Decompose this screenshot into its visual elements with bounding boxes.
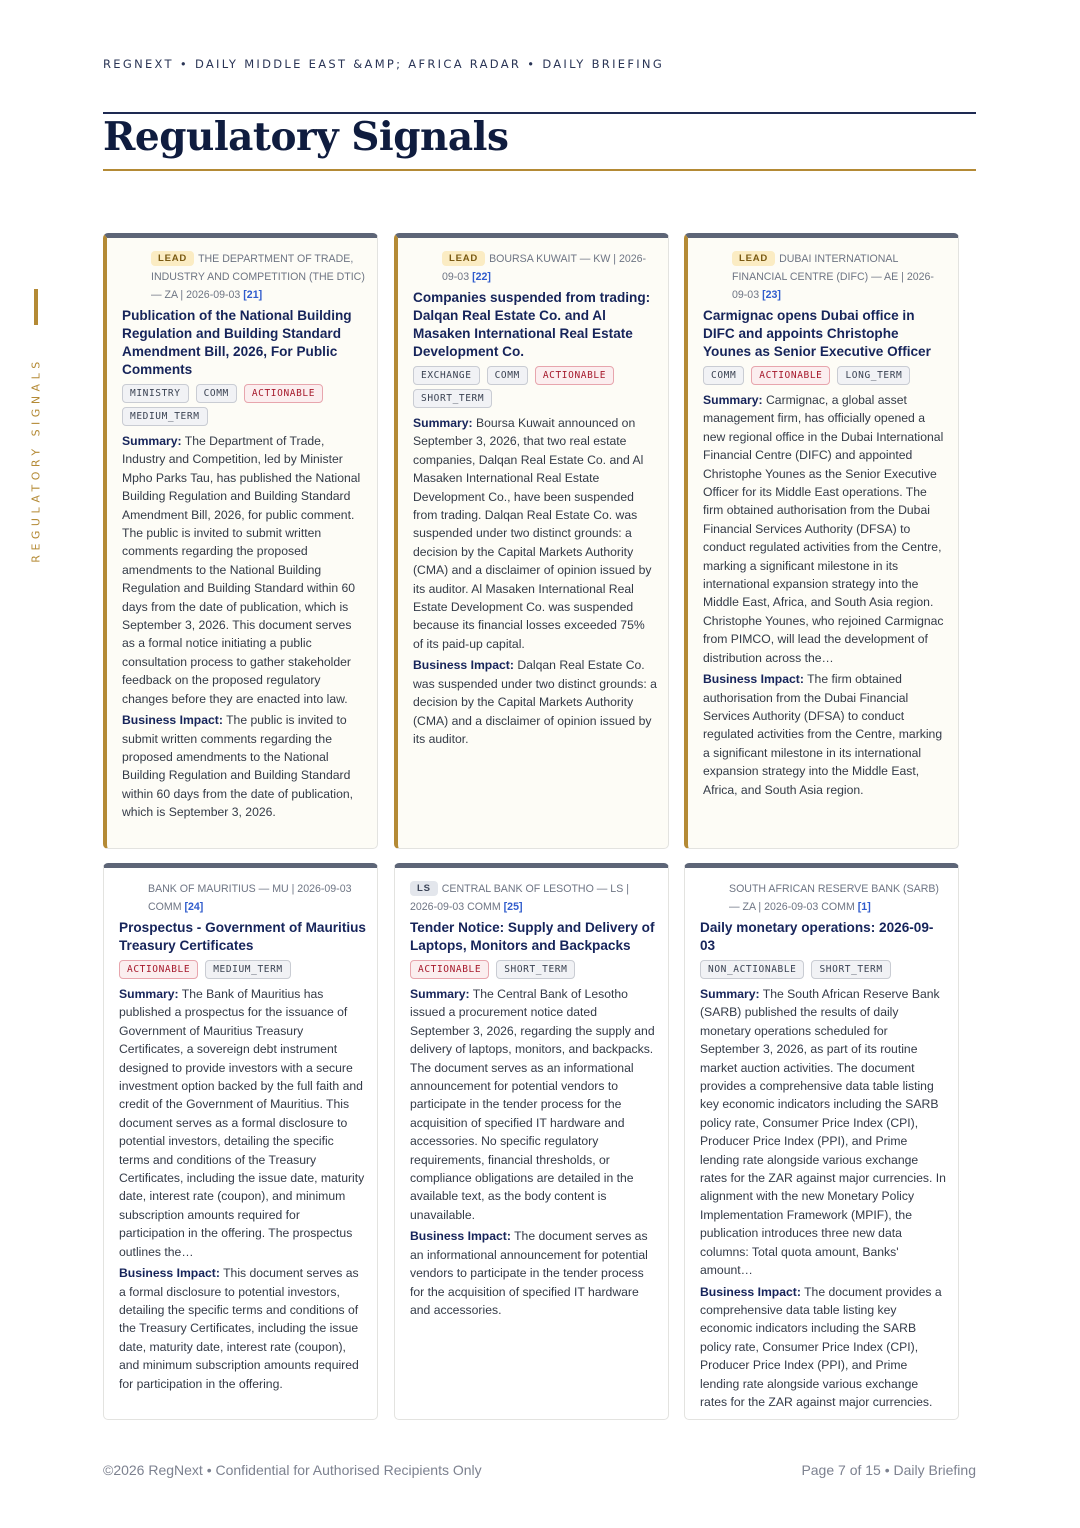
card-comm-label: COMM <box>821 901 855 913</box>
card-impact <box>410 1227 658 1319</box>
summary-text: The Bank of Mauritius has published a prospectus for the issuance of Government of Mauritius Treasury Certificates, a sovereign debt instrument designed to provide investors with a secure investment option backed by the full faith and credit of the Government of Mauritius. This document serves as a formal disclosure to potential investors, detailing the specific terms and conditions of the Treasury Certificates, including the issue date, maturity date, interest rate (coupon), and minimum subscription amounts required for participation in the offering. The prospectus outlines the… <box>119 987 365 1259</box>
tag-comm: COMM <box>703 366 744 385</box>
card-meta <box>700 880 948 916</box>
card-impact <box>119 1264 367 1393</box>
source-ref-link[interactable]: [25] <box>503 901 523 913</box>
summary-text: The Central Bank of Lesotho issued a procurement notice dated September 3, 2026, regarding the supply and delivery of laptops, monitors, and backpacks. The document serves as an informational announcement for potential vendors to participate in the tender process for the acquisition of specified IT hardware and accessories. No specific regulatory requirements, financial thresholds, or compliance obligations are detailed in the available text, as the body content is unavailable. <box>410 987 655 1222</box>
source-ref-link[interactable]: [22] <box>472 271 491 283</box>
summary-text: The South African Reserve Bank (SARB) published the results of daily monetary operations scheduled for September 3, 2026, as part of its routine market auction activities. The document provides a comprehensive data table listing key economic indicators including the SARB policy rate, Consumer Price Index (CPI), Producer Price Index (PPI), and Prime lending rate alongside various exchange rates for the ZAR against major currencies. In alignment with the new Monetary Policy Implementation Framework (MPIF), the publication introduces three new data columns: Total quota amount, Banks' amount… <box>700 987 946 1278</box>
side-accent-bar <box>34 289 38 325</box>
title-bottom-rule <box>103 169 976 171</box>
impact-text: The public is invited to submit written comments regarding the proposed amendments to the National Building Regulation and Building Standard within 60 days from the date of publication, which is September 3, 2026. <box>122 713 354 820</box>
tag-actionable: ACTIONABLE <box>535 366 614 385</box>
tag-term: MEDIUM_TERM <box>122 407 208 426</box>
tag-term: SHORT_TERM <box>811 960 890 979</box>
impact-text: This document serves as a formal disclosure to potential investors, detailing the specific terms and conditions of the Treasury Certificates, including the issue date, maturity date, interest rate (coupon), and minimum subscription amounts required for participation in the offering. <box>119 1266 359 1391</box>
card-summary <box>119 985 367 1261</box>
impact-text: The document serves as an informational announcement for potential vendors to participate in the tender process for the acquisition of specified IT hardware and accessories. <box>410 1229 648 1317</box>
card-comm-label: COMM <box>148 901 182 913</box>
source-ref-link[interactable]: [21] <box>243 289 263 301</box>
lead-badge: LEAD <box>732 251 775 266</box>
impact-text: The document provides a comprehensive data table listing key economic indicators including the SARB policy rate, Consumer Price Index (CPI), Producer Price Index (PPI), and Prime lending rate alongside various exchange rates for the ZAR against major currencies. <box>700 1284 942 1409</box>
summary-label: Summary: <box>413 416 473 430</box>
lead-badge: LEAD <box>442 251 485 266</box>
tag-term: SHORT_TERM <box>413 389 492 408</box>
tag-comm: COMM <box>196 384 237 403</box>
running-head <box>103 57 664 71</box>
card-source: THE DEPARTMENT OF TRADE, INDUSTRY AND COMPETITION (THE DTIC) — ZA | 2026-09-03 <box>151 253 365 301</box>
tag-list <box>413 366 658 408</box>
card-impact <box>700 1283 948 1412</box>
signal-card <box>103 863 378 1420</box>
side-section-label: REGULATORY SIGNALS <box>29 357 43 563</box>
card-source: SOUTH AFRICAN RESERVE BANK (SARB) — ZA | 2026-09-03 <box>729 883 939 913</box>
signal-card <box>684 863 959 1420</box>
tag-term: MEDIUM_TERM <box>205 960 291 979</box>
footer-page-number: Page 7 of 15 • Daily Briefing <box>801 1462 976 1478</box>
card-summary <box>700 985 948 1280</box>
tag-actionable: ACTIONABLE <box>410 960 489 979</box>
tag-actionable: ACTIONABLE <box>751 366 830 385</box>
tag-list <box>119 960 367 979</box>
card-summary <box>413 414 658 653</box>
tag-list <box>122 384 367 426</box>
tag-actionable: ACTIONABLE <box>244 384 323 403</box>
card-summary <box>410 985 658 1224</box>
running-head-type: DAILY BRIEFING <box>542 57 665 71</box>
summary-label: Summary: <box>119 987 179 1001</box>
running-head-brand: REGNEXT <box>103 57 174 71</box>
running-head-section: DAILY MIDDLE EAST &AMP; AFRICA RADAR <box>194 57 522 71</box>
summary-text: The Department of Trade, Industry and Competition, led by Minister Mpho Parks Tau, has published the National Building Regulation and Building Standard Amendment Bill, 2026, for public comment. The public is invited to submit written comments regarding the proposed amendments to the National Building Regulation and Building Standard within 60 days from the date of publication, which is September 3, 2026. This document serves as a formal notice initiating a public consultation process to gather stakeholder feedback on the proposed regulatory changes before they are enacted into law. <box>122 434 361 706</box>
card-title: Publication of the National Building Regulation and Building Standard Amendment Bill, 2026, For Public Comments <box>122 308 352 377</box>
card-source: BANK OF MAURITIUS — MU | 2026-09-03 <box>148 883 352 895</box>
summary-label: Summary: <box>410 987 470 1001</box>
card-summary <box>122 432 367 708</box>
card-title: Tender Notice: Supply and Delivery of Laptops, Monitors and Backpacks <box>410 920 655 953</box>
tag-list <box>700 960 948 979</box>
summary-label: Summary: <box>703 393 763 407</box>
card-title: Prospectus - Government of Mauritius Treasury Certificates <box>119 920 366 953</box>
source-ref-link[interactable]: [23] <box>762 289 781 301</box>
impact-label: Business Impact: <box>703 672 804 687</box>
card-impact <box>122 711 367 821</box>
card-title: Daily monetary operations: 2026-09-03 <box>700 920 934 953</box>
impact-label: Business Impact: <box>119 1266 220 1281</box>
tag-exchange: EXCHANGE <box>413 366 480 385</box>
summary-label: Summary: <box>122 434 182 448</box>
tag-ministry: MINISTRY <box>122 384 189 403</box>
tag-comm: COMM <box>487 366 528 385</box>
impact-text: The firm obtained authorisation from the Dubai Financial Services Authority (DFSA) to conduct regulated activities from the Centre, marking a significant milestone in its international expansion strategy into the Middle East, Africa, and South Asia region. <box>703 672 943 797</box>
impact-label: Business Impact: <box>122 713 223 728</box>
tag-list <box>410 960 658 979</box>
impact-text: Dalqan Real Estate Co. was suspended under two distinct grounds: a decision by the Capital Markets Authority (CMA) and a disclaimer of opinion issued by its auditor. <box>413 658 657 746</box>
tag-non-actionable: NON_ACTIONABLE <box>700 960 804 979</box>
card-impact <box>703 670 948 799</box>
country-badge: LS <box>410 881 438 896</box>
card-summary <box>703 391 948 667</box>
card-meta <box>413 250 658 286</box>
tag-actionable: ACTIONABLE <box>119 960 198 979</box>
source-ref-link[interactable]: [1] <box>857 901 871 913</box>
lead-badge: LEAD <box>151 251 194 266</box>
card-meta <box>410 880 658 916</box>
card-comm-label: COMM <box>467 901 501 913</box>
card-meta <box>119 880 367 916</box>
summary-text: Carmignac, a global asset management firm, has officially opened a new regional office in the Dubai International Financial Centre (DIFC) and appointed Christophe Younes as the Senior Executive Officer for its Middle East operations. The firm obtained authorisation from the Dubai Financial Services Authority (DFSA) to conduct regulated activities from the Centre, marking a significant milestone in its international expansion strategy into the Middle East, Africa, and South Asia region. Christophe Younes, who rejoined Carmignac from PIMCO, will lead the development of distribution across the… <box>703 393 944 665</box>
impact-label: Business Impact: <box>413 658 514 673</box>
card-meta <box>703 250 948 304</box>
tag-term: LONG_TERM <box>837 366 910 385</box>
tag-term: SHORT_TERM <box>496 960 575 979</box>
signal-card <box>394 863 669 1420</box>
card-meta <box>122 250 367 304</box>
running-head-sep: • <box>527 57 537 71</box>
card-title: Carmignac opens Dubai office in DIFC and appoints Christophe Younes as Senior Executive Officer <box>703 308 931 359</box>
tag-list <box>703 366 948 385</box>
source-ref-link[interactable]: [24] <box>184 901 204 913</box>
signal-card <box>103 233 378 849</box>
card-title: Companies suspended from trading: Dalqan Real Estate Co. and Al Masaken International Real Estate Development Co. <box>413 290 651 359</box>
summary-label: Summary: <box>700 987 760 1001</box>
card-source: BOURSA KUWAIT — KW | 2026-09-03 <box>442 253 647 283</box>
footer-copyright: ©2026 RegNext • Confidential for Authorised Recipients Only <box>103 1462 482 1478</box>
card-source: DUBAI INTERNATIONAL FINANCIAL CENTRE (DIFC) — AE | 2026-09-03 <box>732 253 934 301</box>
impact-label: Business Impact: <box>700 1284 801 1299</box>
impact-label: Business Impact: <box>410 1229 511 1244</box>
card-source: CENTRAL BANK OF LESOTHO — LS | 2026-09-03 <box>410 883 629 913</box>
page-title: Regulatory Signals <box>103 114 509 160</box>
running-head-sep: • <box>179 57 189 71</box>
signal-card <box>684 233 959 849</box>
card-impact <box>413 656 658 748</box>
signal-card <box>394 233 669 849</box>
summary-text: Boursa Kuwait announced on September 3, 2026, that two real estate companies, Dalqan Real Estate Co. and Al Masaken International Real Estate Development Co., have been suspended from trading. Dalqan Real Estate Co. was suspended under two distinct grounds: a decision by the Capital Markets Authority (CMA) and a disclaimer of opinion issued by its auditor. Al Masaken International Real Estate Development Co. was suspended because its financial losses exceeded 75% of its paid-up capital. <box>413 416 652 651</box>
